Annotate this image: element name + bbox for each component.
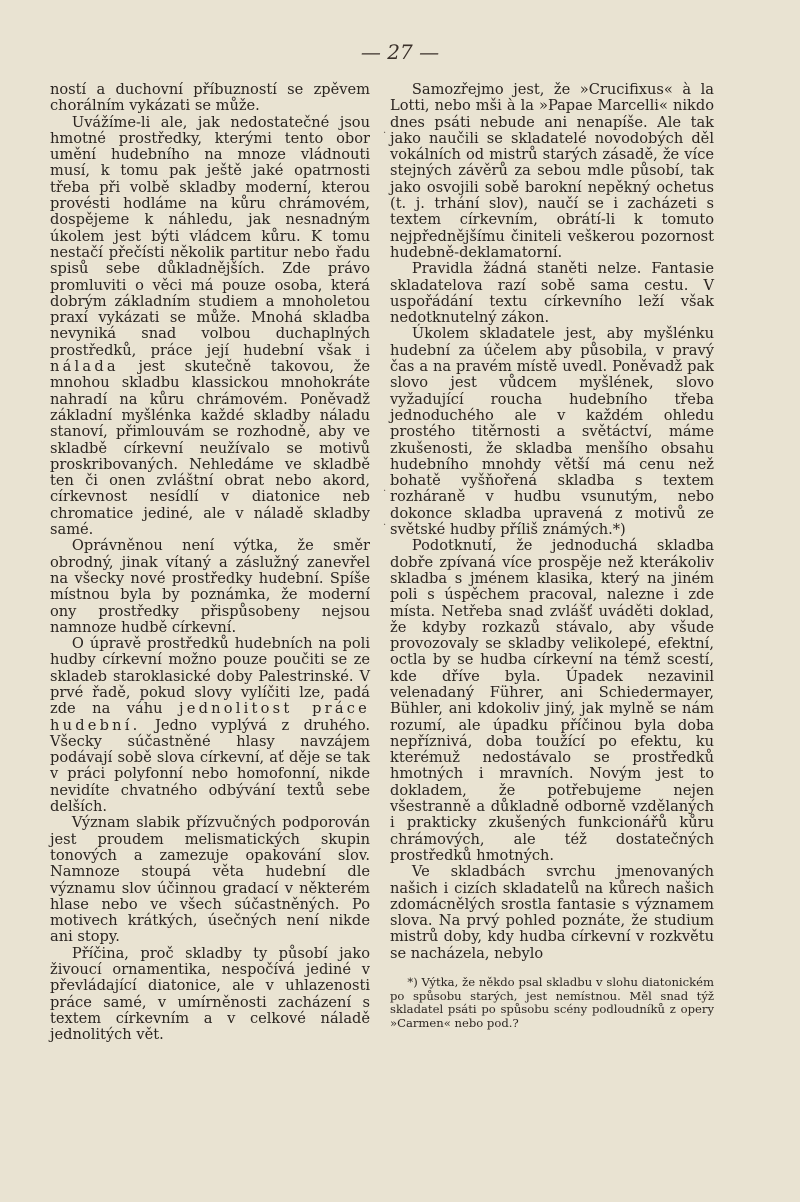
paragraph: ností a duchovní příbuzností se zpěvem chorálním vykázati se může. — [50, 81, 370, 115]
paragraph: Úkolem skladatele jest, aby myšlénku hudební za účelem aby působila, v pravý čas a na pravém místě uvedl. Poněvadž pak slovo jest vůdcem myšlének, slovo vyžadující roucha hudebního třeba jednoduchého ale v každém ohledu prostého titěrnosti a světáctví, máme zkušenosti, že skladba menšího obsahu hudebního mnohdy větší má cenu než bohatě vyšňořená skladba s textem rozháraně v hudbu vsunutým, nebo dokonce skladba upravená z motivů ze světské hudby příliš známých.*) — [390, 325, 714, 539]
page-number: — 27 — — [360, 40, 440, 64]
paragraph: Podotknutí, že jednoduchá skladba dobře zpívaná více prospěje než kterákoliv skladba s jménem klasika, který na jiném poli s úspěchem pracoval, nalezne i zde místa. Netřeba snad zvlášť uváděti doklad, že kdyby rozkazů stávalo, aby všude provozovaly se skladby velikolepé, efektní, octla by se hudba církevní na témž scestí, kde dříve byla. Úpadek nezavinil velenadaný Führer, ani Schiedermayer, Bühler, ani kdokoliv jiný, jak mylně se nám rozumí, ale úpadku příčinou byla doba nepříznivá, doba toužící po efektu, ku kterémuž nedostávalo se prostředků hmotných i mravních. Novým jest to dokladem, že potřebujeme nejen všestranně a důkladně odborně vzdělaných i prakticky zkušených funkcionářů kůru chrámových, ale též dostatečných prostředků hmotných. — [390, 537, 714, 864]
paragraph: Ve skladbách svrchu jmenovaných našich i cizích skladatelů na kůrech našich zdomácnělých srostla fantasie s významem slova. Na prvý pohled poznáte, že studium mistrů doby, kdy hudba církevní v rozkvětu se nacházela, nebylo — [390, 863, 714, 962]
emphasized-text: jednolitost práce hudební. — [50, 700, 370, 734]
right-column — [390, 82, 714, 1030]
gutter-dot: · — [383, 520, 387, 531]
gutter-dot: · — [383, 486, 387, 497]
paragraph — [50, 115, 370, 539]
gutter-dot: · — [383, 128, 387, 139]
left-column — [50, 82, 370, 1044]
paragraph — [50, 636, 370, 815]
paragraph: Význam slabik přízvučných podporován jest proudem melismatických skupin tonových a zamezuje opakování slov. Namnoze stoupá věta hudební dle významu slov účinnou gradací v některém hlase nebo ve všech súčastněných. Po motivech krátkých, úsečných není nikde ani stopy. — [50, 814, 370, 946]
emphasized-text: nálada — [50, 358, 119, 376]
paragraph-text: Uvážíme-li ale, jak nedostatečné jsou hmotné prostředky, kterými tento obor umění hudebního na mnoze vládnouti musí, k tomu pak ještě jaké opatrnosti třeba při volbě skladby moderní, kterou provésti hodláme na kůru chrámovém, dospějeme k náhledu, jak nesnadným úkolem jest býti vládcem kůru. K tomu nestačí přečísti několik partitur nebo řadu spisů sebe důkladnějších. Zde právo promluviti o věci má pouze osoba, která dobrým základním studiem a mnoholetou praxí vykázati se může. Mnohá skladba nevyniká snad volbou duchaplných prostředků, práce její hudební však i — [50, 113, 370, 359]
paragraph-text: Jedno vyplývá z druhého. Všecky súčastněné hlasy navzájem podávají sobě slova církevní, ať děje se tak v práci polyfonní nebo homofonní, nikde nevidíte chvatného odbývání textů sebe delších. — [50, 716, 370, 816]
paragraph-text: jest skutečně takovou, že mnohou skladbu klassickou mnohokráte nahradí na kůru chrámovém. Poněvadž základní myšlénka každé skladby náladu stanoví, přimlouvám se rozhodně, aby ve skladbě církevní neužívalo se motivů proskribovaných. Nehledáme ve skladbě ten či onen zvláštní obrat nebo akord, církevnost nesídlí v diatonice neb chromatice jediné, ale v náladě skladby samé. — [50, 358, 370, 539]
paragraph: Pravidla žádná staněti nelze. Fantasie skladatelova razí sobě sama cestu. V uspořádání textu církevního leží však nedotknutelný zákon. — [390, 260, 714, 327]
paragraph: Příčina, proč skladby ty působí jako živoucí ornamentika, nespočívá jediné v převládající diatonice, ale v uhlazenosti práce samé, v umírněnosti zacházení s textem církevním a v celkové náladě jednolitých vět. — [50, 944, 370, 1044]
paragraph: Samozřejmo jest, že »Crucifixus« à la Lotti, nebo mši à la »Papae Marcelli« nikdo dnes psáti nebude ani nenapíše. Ale tak jako naučili se skladatelé novodobých děl vokálních od mistrů starých zásadě, že více stejných závěrů za sebou mdle působí, tak jako osvojili sobě barokní nepěkný ochetus (t. j. trhání slov), naučí se i zacházeti s textem církevním, obrátí-li k tomuto nejpřednějšímu činiteli veškerou pozornost hudebně-deklamatorní. — [390, 81, 714, 261]
paragraph: Oprávněnou není výtka, že směr obrodný, jinak vítaný a záslužný zanevřel na všecky nové prostředky hudební. Spíše místnou byla by poznámka, že moderní ony prostředky přispůsobeny nejsou namnoze hudbě církevní. — [50, 537, 370, 636]
paragraph-text: O úpravě prostředků hudebních na poli hudby církevní možno pouze poučiti se ze skladeb staroklasické doby Palestrinské. V prvé řadě, pokud slovy vylíčiti lze, padá zde na váhu — [50, 635, 370, 718]
footnote-text: *) Výtka, že někdo psal skladbu v slohu diatonickém po spůsobu starých, jest nemístnou. Měl snad týž skladatel psáti po spůsobu scény podloudníků z opery »Carmen« nebo pod.? — [390, 975, 714, 1030]
footnote — [390, 976, 714, 1030]
